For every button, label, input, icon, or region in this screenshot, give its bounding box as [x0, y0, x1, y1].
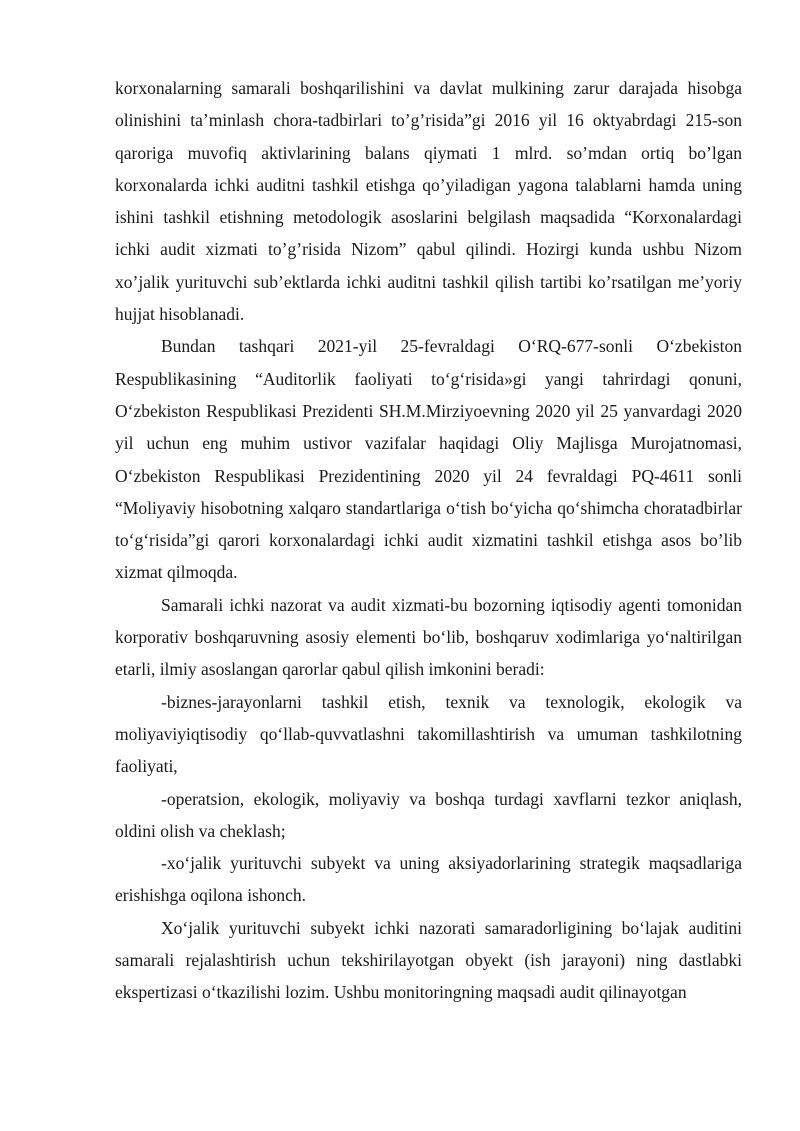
document-body [115, 72, 742, 1009]
paragraph-legal-basis: Bundan tashqari 2021-yil 25-fevraldagi O‘RQ-677-sonli O‘zbekiston Respublikasining “Auditorlik faoliyati to‘g‘risida»gi yangi tahrirdagi qonuni, O‘zbekiston Respublikasi Prezidenti SH.M.Mirziyoevning 2020 yil 25 yanvardagi 2020 yil uchun eng muhim ustivor vazifalar haqidagi Oliy Majlisga Murojatnomasi, O‘zbekiston Respublikasi Prezidentining 2020 yil 24 fevraldagi PQ-4611 sonli “Moliyaviy hisobotning xalqaro standartlariga o‘tish bo‘yicha qo‘shimcha choratadbirlar to‘g‘risida”gi qarori korxonalardagi ichki audit xizmatini tashkil etishga asos bo’lib xizmat qilmoqda. [115, 336, 742, 583]
list-item-strategic-goals: -xo‘jalik yurituvchi subyekt va uning aksiyadorlarining strategik maqsadlariga erishishga oqilona ishonch. [115, 853, 742, 906]
paragraph-continued: korxonalarning samarali boshqarilishini va davlat mulkining zarur darajada hisobga olinishini ta’minlash chora-tadbirlari to’g’risida”gi 2016 yil 16 oktyabrdagi 215-son qaroriga muvofiq aktivlarining balans qiymati 1 mlrd. so’mdan ortiq bo’lgan korxonalarda ichki auditni tashkil etishga qo’yiladigan yagona talablarni hamda uning ishini tashkil etishning metodologik asoslarini belgilash maqsadida “Korxonalardagi ichki audit xizmati to’g’risida Nizom” qabul qilindi. Hozirgi kunda ushbu Nizom xo’jalik yurituvchi sub’ektlarda ichki auditni tashkil qilish tartibi ko’rsatilgan me’yoriy hujjat hisoblanadi. [115, 78, 742, 325]
list-item-risks: -operatsion, ekologik, moliyaviy va boshqa turdagi xavflarni tezkor aniqlash, oldini olish va cheklash; [115, 788, 742, 841]
list-item-business-processes: -biznes-jarayonlarni tashkil etish, texnik va texnologik, ekologik va moliyaviyiqtisodiy qo‘llab-quvvatlashni takomillashtirish va umuman tashkilotning faoliyati, [115, 691, 742, 777]
paragraph-audit-planning: Xo‘jalik yurituvchi subyekt ichki nazorati samaradorligining bo‘lajak auditini samarali rejalashtirish uchun tekshirilayotgan obyekt (ish jarayoni) ning dastlabki ekspertizasi o‘tkazilishi lozim. Ushbu monitoringning maqsadi audit qilinayotgan [115, 917, 742, 1003]
paragraph-internal-control: Samarali ichki nazorat va audit xizmati-bu bozorning iqtisodiy agenti tomonidan korporativ boshqaruvning asosiy elementi bo‘lib, boshqaruv xodimlariga yo‘naltirilgan etarli, ilmiy asoslangan qarorlar qabul qilish imkonini beradi: [115, 594, 742, 680]
